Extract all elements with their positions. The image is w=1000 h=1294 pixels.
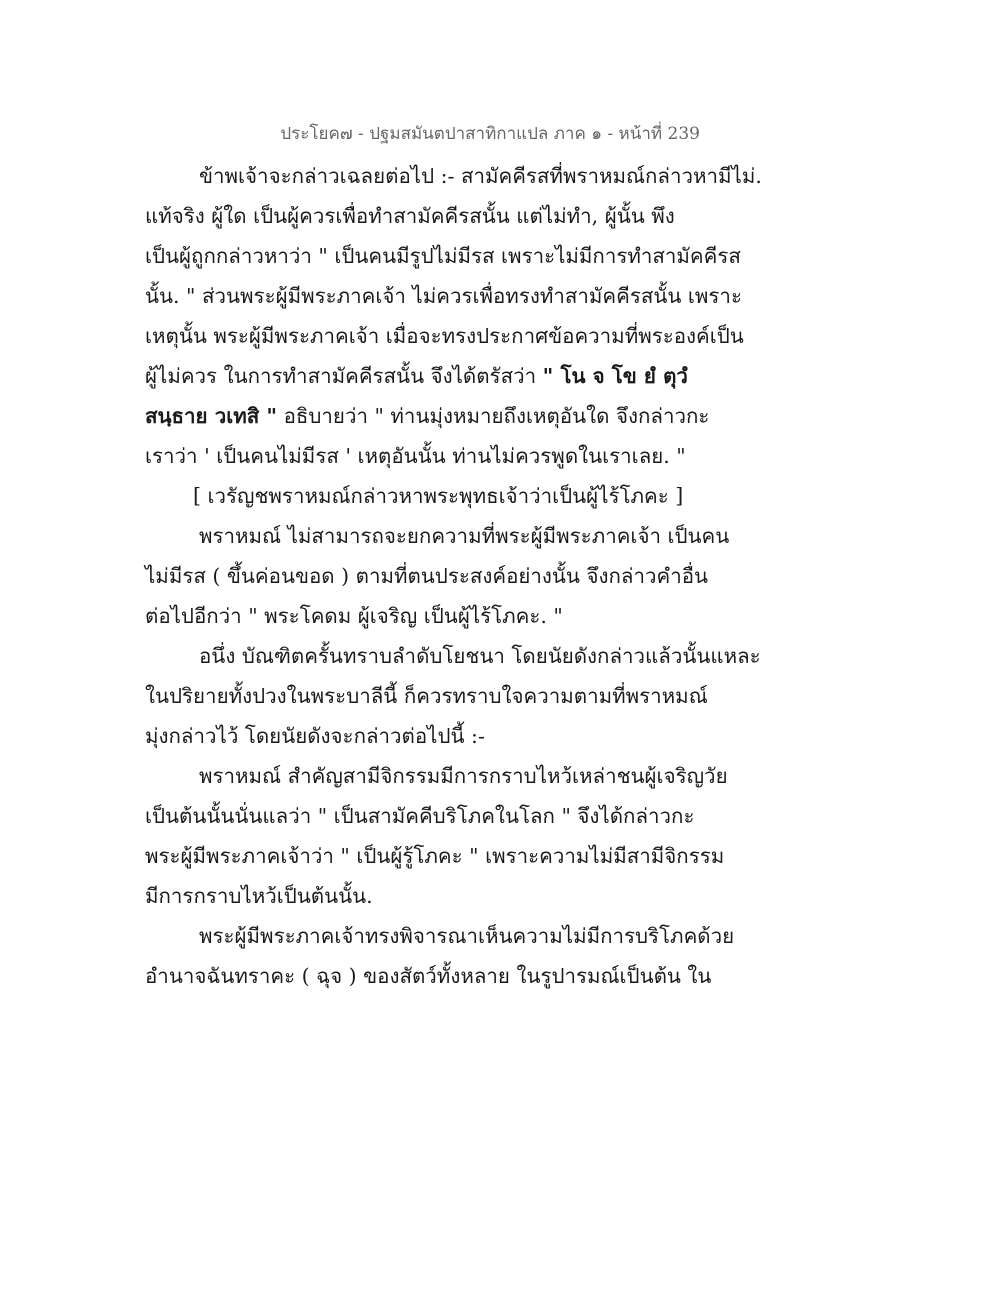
- text-line: ไม่มีรส ( ขึ้นค่อนขอด ) ตามที่ตนประสงค์อย่างนั้น จึงกล่าวคำอื่น: [145, 564, 709, 588]
- text-line: นั้น. " ส่วนพระผู้มีพระภาคเจ้า ไม่ควรเพื่อทรงทำสามัคคีรสนั้น เพราะ: [145, 284, 742, 308]
- text-line: มุ่งกล่าวไว้ โดยนัยดังจะกล่าวต่อไปนี้ :-: [145, 724, 485, 748]
- text-line: เป็นต้นนั้นนั่นแลว่า " เป็นสามัคคีบริโภคในโลก " จึงได้กล่าวกะ: [145, 804, 695, 828]
- text-line: พระผู้มีพระภาคเจ้าทรงพิจารณาเห็นความไม่มีการบริโภคด้วย: [199, 924, 735, 948]
- text-line: ในปริยายทั้งปวงในพระบาลีนี้ ก็ควรทราบใจความตามที่พราหมณ์: [145, 684, 708, 708]
- text-line: พราหมณ์ ไม่สามารถจะยกความที่พระผู้มีพระภาคเจ้า เป็นคน: [199, 524, 730, 548]
- text-line: พระผู้มีพระภาคเจ้าว่า " เป็นผู้รู้โภคะ " เพราะความไม่มีสามีจิกรรม: [145, 844, 725, 868]
- text-segment: อธิบายว่า " ท่านมุ่งหมายถึงเหตุอันใด จึงกล่าวกะ: [277, 404, 710, 428]
- text-line: ต่อไปอีกว่า " พระโคดม ผู้เจริญ เป็นผู้ไร้โภคะ. ": [145, 604, 563, 628]
- text-line: เหตุนั้น พระผู้มีพระภาคเจ้า เมื่อจะทรงประกาศข้อความที่พระองค์เป็น: [145, 324, 744, 348]
- text-line: เราว่า ' เป็นคนไม่มีรส ' เหตุอันนั้น ท่านไม่ควรพูดในเราเลย. ": [145, 444, 686, 468]
- text-line: พราหมณ์ สำคัญสามีจิกรรมมีการกราบไหว้เหล่าชนผู้เจริญวัย: [199, 764, 728, 788]
- text-line: [145, 356, 705, 396]
- page-header: ประโยค๗ - ปฐมสมันตปาสาทิกาแปล ภาค ๑ - หน้าที่ 239: [280, 124, 700, 144]
- text-line: ข้าพเจ้าจะกล่าวเฉลยต่อไป :- สามัคคีรสที่พราหมณ์กล่าวหามีไม่.: [199, 164, 762, 188]
- document-body: [145, 156, 762, 996]
- pali-quote: สนฺธาย วเทสิ ": [145, 404, 278, 428]
- text-line: [145, 396, 710, 436]
- text-segment: ผู้ไม่ควร ในการทำสามัคคีรสนั้น จึงได้ตรัสว่า: [145, 364, 537, 388]
- section-heading: [ เวรัญชพราหมณ์กล่าวหาพระพุทธเจ้าว่าเป็นผู้ไร้โภคะ ]: [193, 484, 684, 508]
- text-line: แท้จริง ผู้ใด เป็นผู้ควรเพื่อทำสามัคคีรสนั้น แต่ไม่ทำ, ผู้นั้น พึง: [145, 204, 675, 228]
- pali-quote: " โน จ โข ยํ ตุวํ: [542, 364, 688, 388]
- text-line: อนึ่ง บัณฑิตครั้นทราบลำดับโยชนา โดยนัยดังกล่าวแล้วนั้นแหละ: [199, 644, 761, 668]
- text-line: อำนาจฉันทราคะ ( ฉุจ ) ของสัตว์ทั้งหลาย ในรูปารมณ์เป็นต้น ใน: [145, 964, 712, 988]
- text-line: เป็นผู้ถูกกล่าวหาว่า " เป็นคนมีรูปไม่มีรส เพราะไม่มีการทำสามัคคีรส: [145, 244, 741, 268]
- text-line: มีการกราบไหว้เป็นต้นนั้น.: [145, 884, 373, 908]
